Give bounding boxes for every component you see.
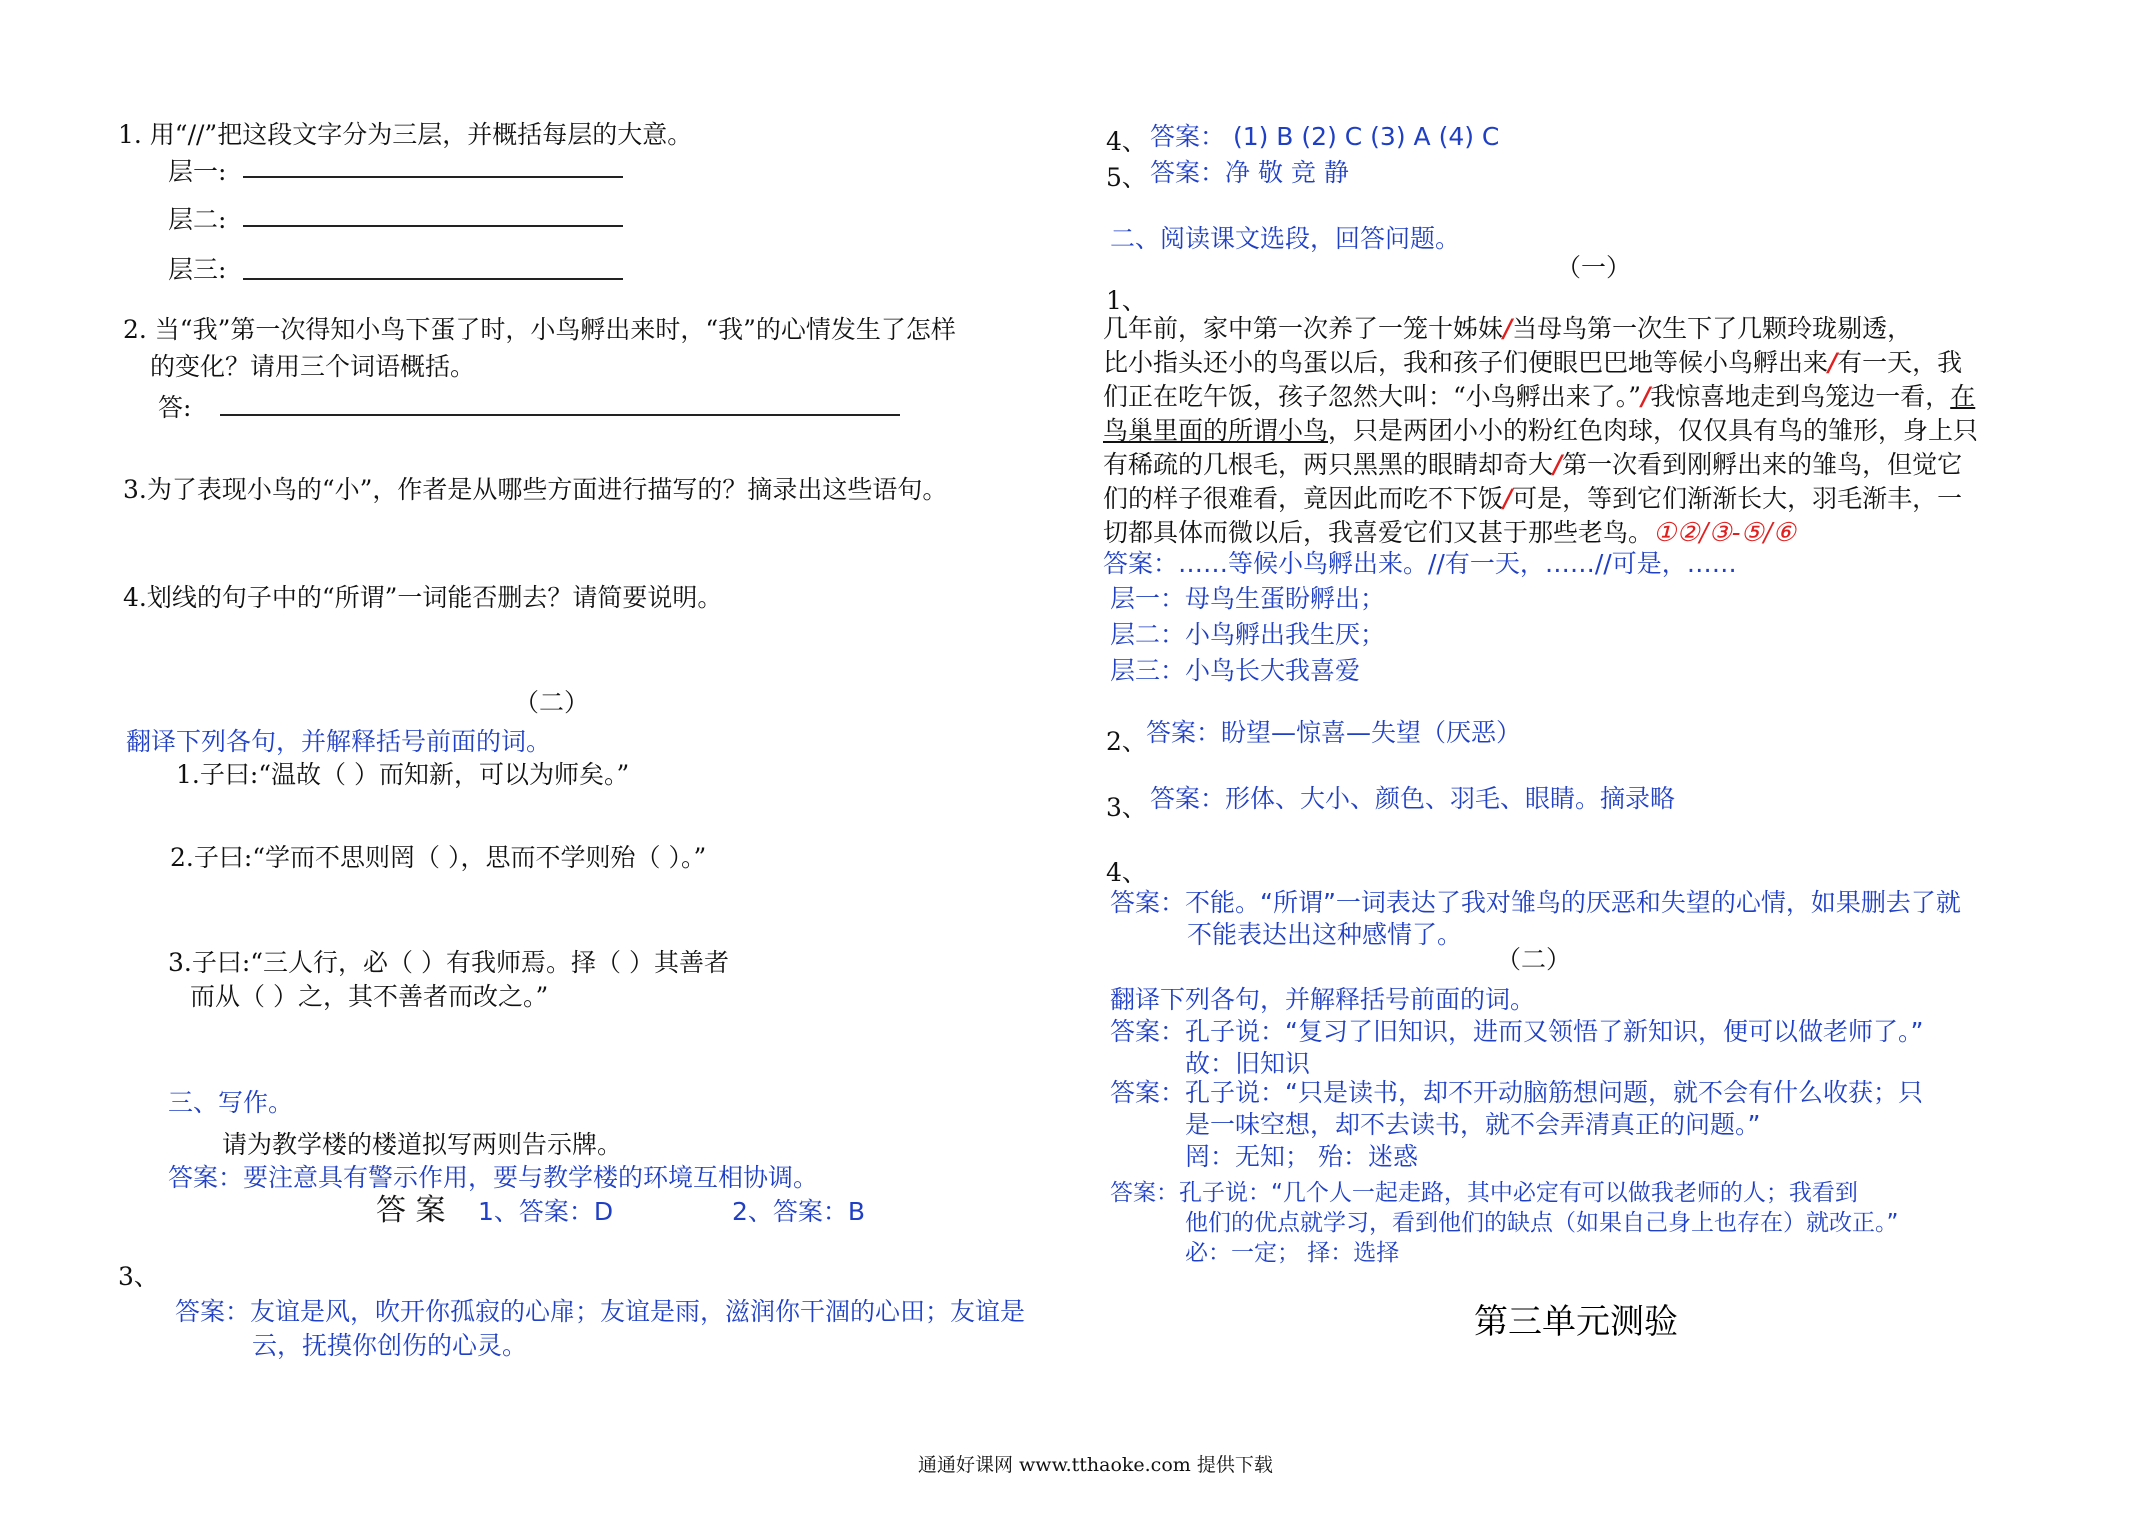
q2-prompt-line1: 2. 当“我”第一次得知小鸟下蛋了时，小鸟孵出来时，“我”的心情发生了怎样 [123, 315, 956, 344]
q1-layer1-blank[interactable] [243, 176, 623, 178]
q2-answer-blank[interactable] [220, 414, 900, 416]
reading-q1-number: 1、 [1106, 286, 1147, 315]
translation-3-answer-line2: 他们的优点就学习，看到他们的缺点（如果自己身上也存在）就改正。” [1185, 1210, 1899, 1236]
q1-layer3-label: 层三: [168, 255, 227, 284]
layer-1-summary: 层一：母鸟生蛋盼孵出； [1110, 584, 1386, 613]
passage-line-4: 鸟巢里面的所谓小鸟，只是两团小小的粉红色肉球，仅仅具有鸟的雏形，身上只 [1103, 416, 1979, 445]
q1-layer1-label: 层一: [168, 157, 227, 186]
reading-q3-number: 3、 [1106, 793, 1147, 822]
layer-divider-mark: / [1503, 314, 1513, 343]
reading-section-title: 二、阅读课文选段，回答问题。 [1110, 224, 1461, 253]
reading-q4-answer-line1: 答案：不能。“所谓”一词表达了我对雏鸟的厌恶和失望的心情，如果删去了就 [1110, 888, 1961, 917]
sentence-3-line1: 3.子曰:“三人行，必（ ）有我师焉。择（ ）其善者 [168, 948, 729, 977]
answers-heading: 答 案 [376, 1193, 446, 1228]
layer-3-summary: 层三：小鸟长大我喜爱 [1110, 656, 1361, 685]
layer-divider-mark: / [1503, 484, 1513, 513]
answer-3-number: 3、 [118, 1262, 159, 1291]
footer-credit: 通通好课网 www.tthaoke.com 提供下载 [918, 1454, 1273, 1476]
q2-prompt-line2: 的变化？请用三个词语概括。 [150, 352, 476, 381]
q1-layer3-blank[interactable] [243, 278, 623, 280]
q1-layer2-blank[interactable] [243, 225, 623, 227]
passage-line-1: 几年前，家中第一次养了一笼十姊妹/当母鸟第一次生下了几颗玲珑剔透， [1103, 314, 1913, 343]
passage-line-6: 们的样子很难看，竟因此而吃不下饭/可是，等到它们渐渐长大，羽毛渐丰，一 [1103, 484, 1963, 513]
underlined-phrase: 鸟巢里面的所谓小鸟 [1103, 416, 1329, 445]
section-2-title: （二） [514, 688, 590, 717]
handwritten-annotation: ①②/③-⑤/⑥ [1653, 518, 1796, 548]
right-q4-number: 4、 [1106, 127, 1147, 156]
right-translate-instruction: 翻译下列各句，并解释括号前面的词。 [1110, 985, 1536, 1014]
translation-1-word: 故：旧知识 [1185, 1049, 1311, 1078]
reading-q4-number: 4、 [1106, 858, 1147, 887]
writing-answer: 答案：要注意具有警示作用，要与教学楼的环境互相协调。 [168, 1163, 819, 1192]
translate-instruction: 翻译下列各句，并解释括号前面的词。 [126, 727, 552, 756]
passage-line-2: 比小指头还小的鸟蛋以后，我和孩子们便眼巴巴地等候小鸟孵出来/有一天，我 [1103, 348, 1963, 377]
layer-divider-mark: / [1553, 450, 1563, 479]
right-q5-answer: 答案：净 敬 竞 静 [1150, 158, 1349, 187]
passage-line-7: 切都具体而微以后，我喜爱它们又甚于那些老鸟。①②/③-⑤/⑥ [1103, 518, 1796, 548]
translation-2-words: 罔：无知； 殆：迷惑 [1185, 1142, 1418, 1171]
subsection-1-title: （一） [1556, 253, 1632, 282]
writing-task: 请为教学楼的楼道拟写两则告示牌。 [222, 1130, 623, 1159]
reading-q4-answer-line2: 不能表达出这种感情了。 [1187, 920, 1463, 949]
reading-q3-answer: 答案：形体、大小、颜色、羽毛、眼睛。摘录略 [1150, 784, 1676, 813]
sentence-3-line2: 而从（ ）之，其不善者而改之。” [190, 982, 549, 1011]
answer-3-line1: 答案：友谊是风，吹开你孤寂的心扉；友谊是雨，滋润你干涸的心田；友谊是 [175, 1297, 1026, 1326]
q3-prompt: 3.为了表现小鸟的“小”，作者是从哪些方面进行描写的？摘录出这些语句。 [123, 475, 948, 504]
right-q4-answer: 答案： (1) B (2) C (3) A (4) C [1150, 122, 1500, 151]
translation-1-answer: 答案：孔子说：“复习了旧知识，进而又领悟了新知识，便可以做老师了。” [1110, 1017, 1924, 1046]
q1-layer2-label: 层二: [168, 205, 227, 234]
translation-3-words: 必：一定； 择：选择 [1185, 1240, 1400, 1266]
q4-prompt: 4.划线的句子中的“所谓”一词能否删去？请简要说明。 [123, 583, 723, 612]
translation-2-answer-line1: 答案：孔子说：“只是读书，却不开动脑筋想问题，就不会有什么收获；只 [1110, 1078, 1923, 1107]
subsection-2-title: （二） [1496, 945, 1572, 974]
unit-title: 第三单元测验 [1474, 1302, 1678, 1342]
translation-3-answer-line1: 答案：孔子说：“几个人一起走路，其中必定有可以做我老师的人；我看到 [1110, 1180, 1858, 1206]
passage-line-3: 们正在吃午饭，孩子忽然大叫：“小鸟孵出来了。”/我惊喜地走到鸟笼边一看，在 [1103, 382, 1976, 411]
right-q5-number: 5、 [1106, 163, 1147, 192]
answer-3-line2: 云，抚摸你创伤的心灵。 [252, 1331, 528, 1360]
q1-prompt: 1. 用“//”把这段文字分为三层，并概括每层的大意。 [118, 120, 693, 149]
reading-q1-answer: 答案：……等候小鸟孵出来。//有一天，……//可是，…… [1103, 549, 1737, 578]
translation-2-answer-line2: 是一味空想，却不去读书，就不会弄清真正的问题。” [1185, 1110, 1761, 1139]
reading-q2-answer: 答案：盼望—惊喜—失望（厌恶） [1146, 718, 1522, 747]
layer-2-summary: 层二：小鸟孵出我生厌； [1110, 620, 1386, 649]
sentence-1: 1.子曰:“温故（ ）而知新，可以为师矣。” [176, 760, 630, 789]
passage-line-5: 有稀疏的几根毛，两只黑黑的眼睛却奇大/第一次看到刚孵出来的雏鸟，但觉它 [1103, 450, 1963, 479]
answer-2: 2、答案：B [732, 1197, 866, 1226]
layer-divider-mark: / [1641, 382, 1651, 411]
q2-answer-label: 答: [158, 393, 192, 422]
reading-passage [1103, 312, 1983, 550]
sentence-2: 2.子曰:“学而不思则罔（ ），思而不学则殆（ ）。” [170, 843, 707, 872]
reading-q2-number: 2、 [1106, 727, 1147, 756]
writing-title: 三、写作。 [168, 1088, 294, 1117]
layer-divider-mark: / [1828, 348, 1838, 377]
answer-1: 1、答案：D [478, 1197, 614, 1226]
